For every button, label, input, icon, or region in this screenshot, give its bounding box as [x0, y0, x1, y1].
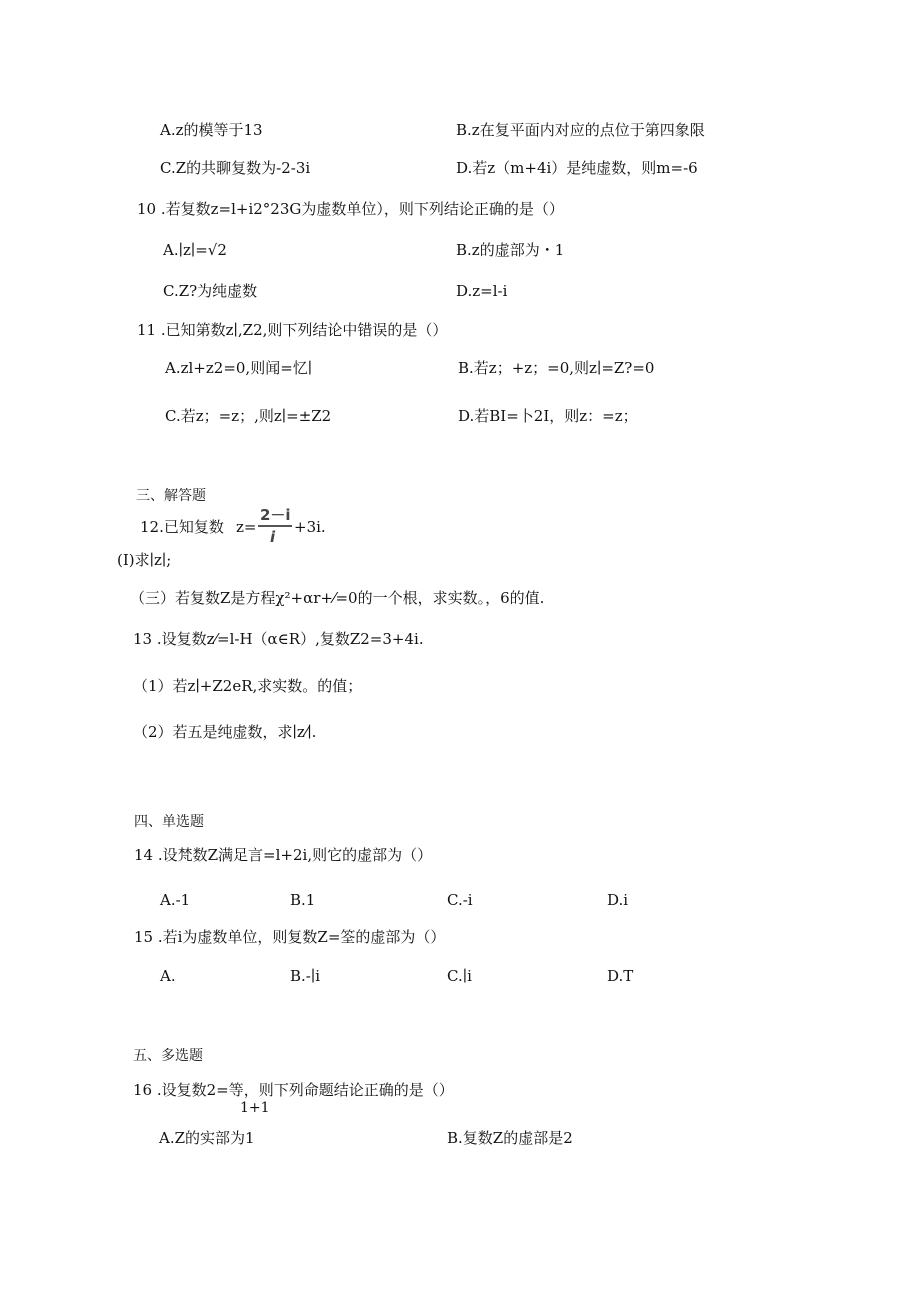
q12-z-equals: z=	[236, 518, 257, 536]
q16-option-a: A.Z的实部为1	[159, 1129, 255, 1147]
q14-option-d: D.i	[607, 891, 629, 909]
q12-part-1: (I)求∣z∣;	[117, 551, 172, 569]
section-3-heading: 三、解答题	[136, 488, 206, 504]
q14-option-a: A.-1	[160, 891, 191, 909]
q15-option-d: D.T	[607, 967, 634, 985]
q11-stem: 11 .已知第数z∣,Z2,则下列结论中错误的是（）	[137, 321, 448, 339]
q9-option-b: B.z在复平面内对应的点位于第四象限	[456, 121, 705, 139]
q15-option-a: A.	[160, 967, 176, 985]
q10-option-b: B.z的虚部为・1	[456, 241, 565, 259]
q14-option-b: B.1	[290, 891, 316, 909]
q12-fraction	[258, 504, 294, 548]
q12-fraction-denominator: i	[270, 528, 276, 546]
q12-tail: +3i.	[294, 518, 326, 536]
q15-option-c: C.∣i	[447, 967, 472, 985]
q13-part-2: （2）若五是纯虚数，求∣z⁄∣.	[133, 723, 317, 741]
q10-option-c: C.Z?为纯虚数	[163, 282, 258, 300]
q9-option-c: C.Z的共聊复数为-2-3i	[160, 159, 311, 177]
q10-option-a: A.∣z∣=√2	[163, 241, 227, 259]
q12-stem: 12.已知复数	[140, 518, 224, 536]
q15-option-b: B.-∣i	[290, 967, 321, 985]
q9-option-d: D.若z（m+4i）是纯虚数，则m=-6	[456, 159, 698, 177]
q9-option-a: A.z的模等于13	[160, 121, 263, 139]
q11-option-b: B.若z；+z；=0,则z∣=Z?=0	[458, 359, 655, 377]
q12-fraction-bar	[258, 525, 292, 527]
q12-part-2: （三）若复数Z是方程χ²+αr+⁄=0的一个根，求实数。，6的值.	[130, 589, 545, 607]
q16-option-b: B.复数Z的虚部是2	[447, 1129, 573, 1147]
q15-stem: 15 .若i为虚数单位，则复数Z=筌的虚部为（）	[134, 928, 446, 946]
section-5-heading: 五、多选题	[133, 1048, 203, 1064]
q14-stem: 14 .设梵数Z满足言=l+2i,则它的虚部为（）	[134, 846, 433, 864]
q13-stem: 13 .设复数z⁄=l-H（α∈R）,复数Z2=3+4i.	[133, 630, 424, 648]
q16-subscript: 1+1	[240, 1100, 270, 1116]
q12-fraction-numerator: 2－i	[260, 506, 291, 524]
q11-option-c: C.若z；=z；,则z∣=±Z2	[165, 407, 332, 425]
q13-part-1: （1）若z∣+Z2eR,求实数。的值；	[133, 677, 363, 695]
q10-option-d: D.z=l-i	[456, 282, 508, 300]
q11-option-d: D.若BI=卜2I，则z：=z；	[458, 407, 638, 425]
q16-stem: 16 .设复数2=等，则下列命题结论正确的是（）	[133, 1081, 454, 1099]
q11-option-a: A.zl+z2=0,则闻=忆∣	[165, 359, 313, 377]
q14-option-c: C.-i	[447, 891, 473, 909]
section-4-heading: 四、单选题	[134, 814, 204, 830]
q10-stem: 10 .若复数z=l+i2°23G为虚数单位），则下列结论正确的是（）	[137, 200, 564, 218]
